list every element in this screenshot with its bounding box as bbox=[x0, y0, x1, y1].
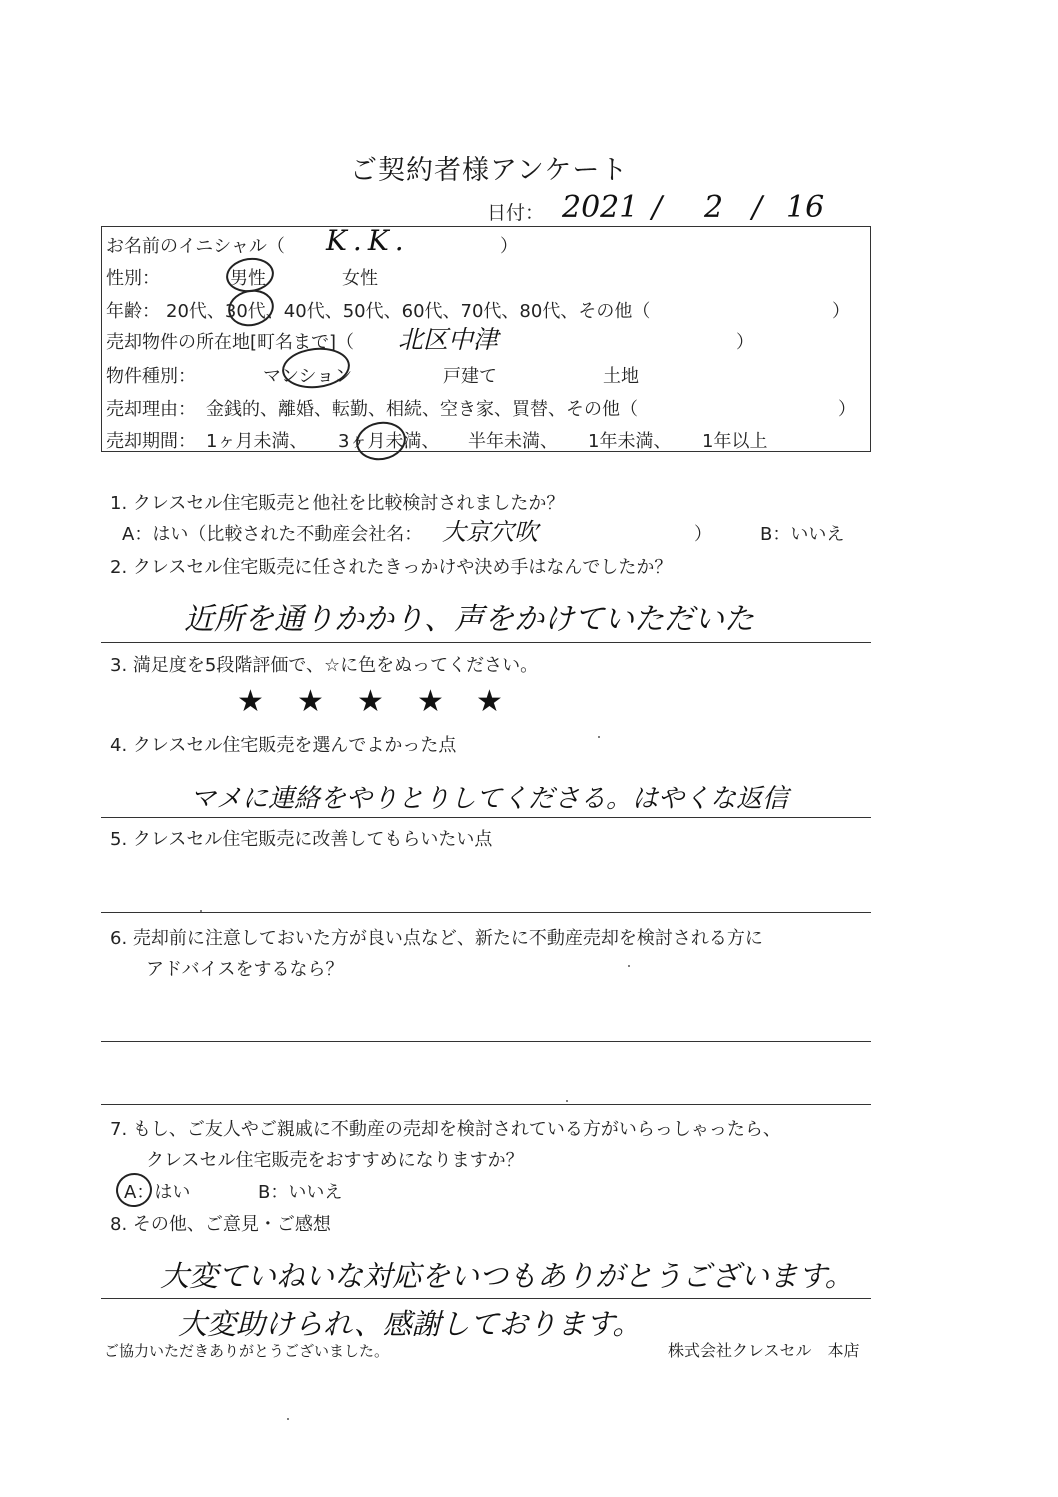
scan-speck bbox=[628, 965, 630, 967]
location-label: 売却物件の所在地[町名まで]（ bbox=[106, 332, 355, 353]
scan-speck bbox=[566, 1100, 568, 1102]
gender-option-male: 男性 bbox=[230, 268, 266, 289]
reason-label: 売却理由： bbox=[106, 399, 196, 420]
period-option-4: 1年未満、 bbox=[588, 431, 672, 452]
scan-speck bbox=[200, 910, 202, 912]
gender-label: 性別： bbox=[106, 268, 160, 289]
q5-answer-line bbox=[101, 912, 871, 913]
q2-answer-line bbox=[101, 642, 871, 643]
q4-text: 4. クレスセル住宅販売を選んでよかった点 bbox=[110, 735, 457, 756]
type-option-mansion: マンション bbox=[263, 366, 353, 387]
q8-text: 8. その他、ご意見・ご感想 bbox=[110, 1214, 331, 1235]
q2-text: 2. クレスセル住宅販売に任されたきっかけや決め手はなんでしたか？ bbox=[110, 557, 673, 578]
period-option-5: 1年以上 bbox=[702, 431, 768, 452]
q7-text-line-1: 7. もし、ご友人やご親戚に不動産の売却を検討されている方がいらっしゃったら、 bbox=[110, 1119, 781, 1140]
age-close: ） bbox=[832, 301, 850, 322]
date-label: 日付： bbox=[487, 202, 545, 224]
rating-star: ★ bbox=[357, 684, 384, 719]
date-month: 2 bbox=[704, 190, 724, 225]
page-title: ご契約者様アンケート bbox=[350, 155, 629, 186]
q1-company: 大京穴吹 bbox=[442, 518, 538, 546]
date-day: 16 bbox=[786, 190, 825, 225]
q6-answer-line-1 bbox=[101, 1041, 871, 1042]
q4-answer-line bbox=[101, 817, 871, 818]
date-sep-1: / bbox=[652, 190, 663, 225]
period-option-2: 3ヶ月未満、 bbox=[338, 431, 440, 452]
type-label: 物件種別： bbox=[106, 366, 196, 387]
q1-text: 1. クレスセル住宅販売と他社を比較検討されましたか？ bbox=[110, 493, 565, 514]
initials-label: お名前のイニシャル（ bbox=[106, 236, 285, 257]
q1-option-a: A：はい（比較された不動産会社名： bbox=[122, 524, 423, 545]
q5-text: 5. クレスセル住宅販売に改善してもらいたい点 bbox=[110, 829, 493, 850]
q7-option-b: B：いいえ bbox=[258, 1182, 343, 1203]
date-sep-2: / bbox=[752, 190, 763, 225]
q6-text-line-1: 6. 売却前に注意しておいた方が良い点など、新たに不動産売却を検討される方に bbox=[110, 928, 763, 949]
reason-options: 金銭的、離婚、転勤、相続、空き家、買替、その他（ bbox=[206, 399, 638, 420]
period-option-1: 1ヶ月未満、 bbox=[206, 431, 308, 452]
q8-answer-line-2: 大変助けられ、感謝しております。 bbox=[178, 1307, 642, 1341]
period-option-3: 半年未満、 bbox=[468, 431, 558, 452]
q7-text-line-2: クレスセル住宅販売をおすすめになりますか？ bbox=[146, 1150, 524, 1171]
rating-star: ★ bbox=[417, 684, 444, 719]
age-options: 20代、30代、40代、50代、60代、70代、80代、その他（ bbox=[166, 301, 651, 322]
location-close: ） bbox=[736, 332, 754, 353]
q3-text: 3. 満足度を5段階評価で、☆に色をぬってください。 bbox=[110, 655, 539, 676]
q4-answer: マメに連絡をやりとりしてくださる。はやくな返信 bbox=[190, 784, 789, 814]
type-option-land: 土地 bbox=[603, 366, 639, 387]
q6-answer-line-2 bbox=[101, 1104, 871, 1105]
type-option-house: 戸建て bbox=[443, 366, 497, 387]
footer-company: 株式会社クレスセル 本店 bbox=[668, 1341, 860, 1360]
period-label: 売却期間： bbox=[106, 431, 196, 452]
q2-answer: 近所を通りかかり、声をかけていただいた bbox=[184, 602, 754, 637]
q7-option-a: A：はい bbox=[124, 1182, 191, 1203]
rating-star: ★ bbox=[297, 684, 324, 719]
reason-close: ） bbox=[838, 399, 856, 420]
q6-text-line-2: アドバイスをするなら？ bbox=[146, 959, 344, 980]
gender-option-female: 女性 bbox=[342, 268, 378, 289]
q8-answer-line-a bbox=[101, 1298, 871, 1299]
date-year: 2021 bbox=[562, 190, 639, 225]
scan-speck bbox=[598, 736, 600, 738]
age-label: 年齢： bbox=[106, 301, 160, 322]
location-value: 北区中津 bbox=[398, 325, 499, 354]
initials-close: ） bbox=[500, 236, 518, 257]
rating-star: ★ bbox=[237, 684, 264, 719]
q8-answer-line-1: 大変ていねいな対応をいつもありがとうございます。 bbox=[160, 1259, 854, 1293]
rating-star: ★ bbox=[476, 684, 503, 719]
footer-thanks: ご協力いただきありがとうございました。 bbox=[104, 1342, 390, 1360]
initials-value: K.K. bbox=[326, 224, 410, 257]
scan-speck bbox=[287, 1418, 289, 1420]
q1-option-b: B：いいえ bbox=[760, 524, 845, 545]
q1-close: ） bbox=[694, 524, 712, 545]
